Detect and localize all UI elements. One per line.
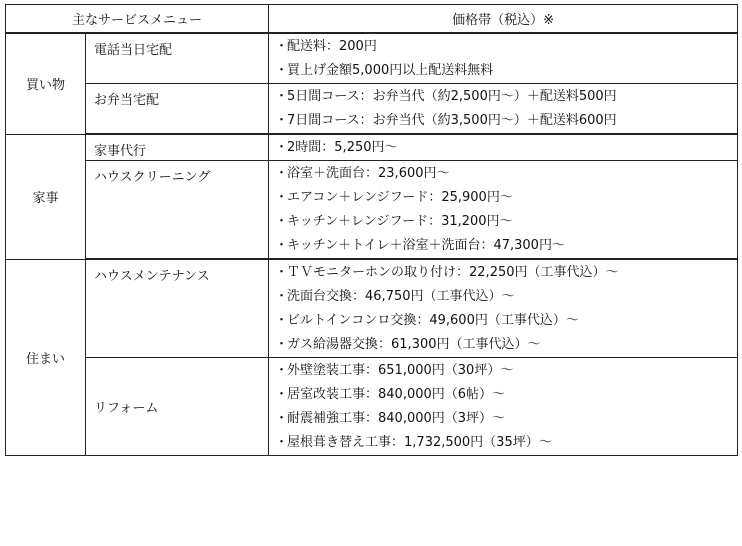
price-text: ガス給湯器交換：61,300円（工事代込）～ [287,337,541,352]
price-text: 居室改装工事：840,000円（6帖）～ [287,387,506,402]
bullet-mark: ・ [275,265,289,280]
price-text: 5日間コース：お弁当代（約2,500円～）＋配送料500円 [287,89,617,104]
price-text: 7日間コース：お弁当代（約3,500円～）＋配送料600円 [287,113,617,128]
bullet-mark: ・ [275,363,289,378]
price-line [275,85,737,109]
price-text: 洗面台交換：46,750円（工事代込）～ [287,289,515,304]
service-name-cell: リフォーム [86,358,269,456]
price-line [275,431,737,455]
price-line [275,309,737,333]
price-line [275,59,737,83]
price-text: 屋根葺き替え工事：1,732,500円（35坪）～ [287,435,552,450]
price-text: エアコン＋レンジフード：25,900円～ [287,190,513,205]
bullet-mark: ・ [275,214,289,229]
table-row [6,358,738,456]
price-text: ＴＶモニターホンの取り付け：22,250円（工事代込）～ [287,265,619,280]
header-service: 主なサービスメニュー [6,5,269,34]
bullet-mark: ・ [275,89,289,104]
price-cell [269,84,738,135]
price-cell [269,161,738,260]
header-price: 価格帯（税込）※ [269,5,738,34]
service-name-cell: ハウスクリーニング [86,161,269,260]
price-cell [269,358,738,456]
bullet-mark: ・ [275,63,289,78]
price-line [275,136,737,160]
table-row [6,33,738,84]
bullet-mark: ・ [275,337,289,352]
category-cell: 買い物 [6,33,86,134]
table-row [6,84,738,135]
table-header-row [6,5,738,34]
service-name-cell: お弁当宅配 [86,84,269,135]
bullet-mark: ・ [275,140,289,155]
table-row [6,161,738,260]
price-text: 買上げ金額5,000円以上配送料無料 [287,63,494,78]
service-name-cell: ハウスメンテナンス [86,259,269,358]
price-line [275,333,737,357]
bullet-mark: ・ [275,289,289,304]
category-cell: 家事 [6,134,86,259]
bullet-mark: ・ [275,411,289,426]
price-text: キッチン＋レンジフード：31,200円～ [287,214,513,229]
price-line [275,35,737,59]
bullet-mark: ・ [275,166,289,181]
service-price-table [5,4,738,456]
price-line [275,210,737,234]
price-line [275,359,737,383]
table-row [6,134,738,161]
price-text: ビルトインコンロ交換：49,600円（工事代込）～ [287,313,579,328]
price-cell [269,259,738,358]
price-line [275,383,737,407]
bullet-mark: ・ [275,387,289,402]
service-name-cell: 家事代行 [86,134,269,161]
bullet-mark: ・ [275,435,289,450]
bullet-mark: ・ [275,190,289,205]
bullet-mark: ・ [275,238,289,253]
price-line [275,162,737,186]
bullet-mark: ・ [275,313,289,328]
price-line [275,234,737,258]
price-cell [269,33,738,84]
service-name-cell: 電話当日宅配 [86,33,269,84]
bullet-mark: ・ [275,113,289,128]
price-cell [269,134,738,161]
price-text: 配送料：200円 [287,39,377,54]
category-cell: 住まい [6,259,86,456]
price-text: 耐震補強工事：840,000円（3坪）～ [287,411,506,426]
bullet-mark: ・ [275,39,289,54]
price-line [275,407,737,431]
price-line [275,285,737,309]
price-line [275,186,737,210]
price-text: キッチン＋トイレ＋浴室＋洗面台：47,300円～ [287,238,565,253]
price-text: 浴室＋洗面台：23,600円～ [287,166,450,181]
price-line [275,109,737,133]
price-text: 2時間：5,250円～ [287,140,398,155]
price-line [275,261,737,285]
table-row [6,259,738,358]
price-text: 外壁塗装工事：651,000円（30坪）～ [287,363,514,378]
